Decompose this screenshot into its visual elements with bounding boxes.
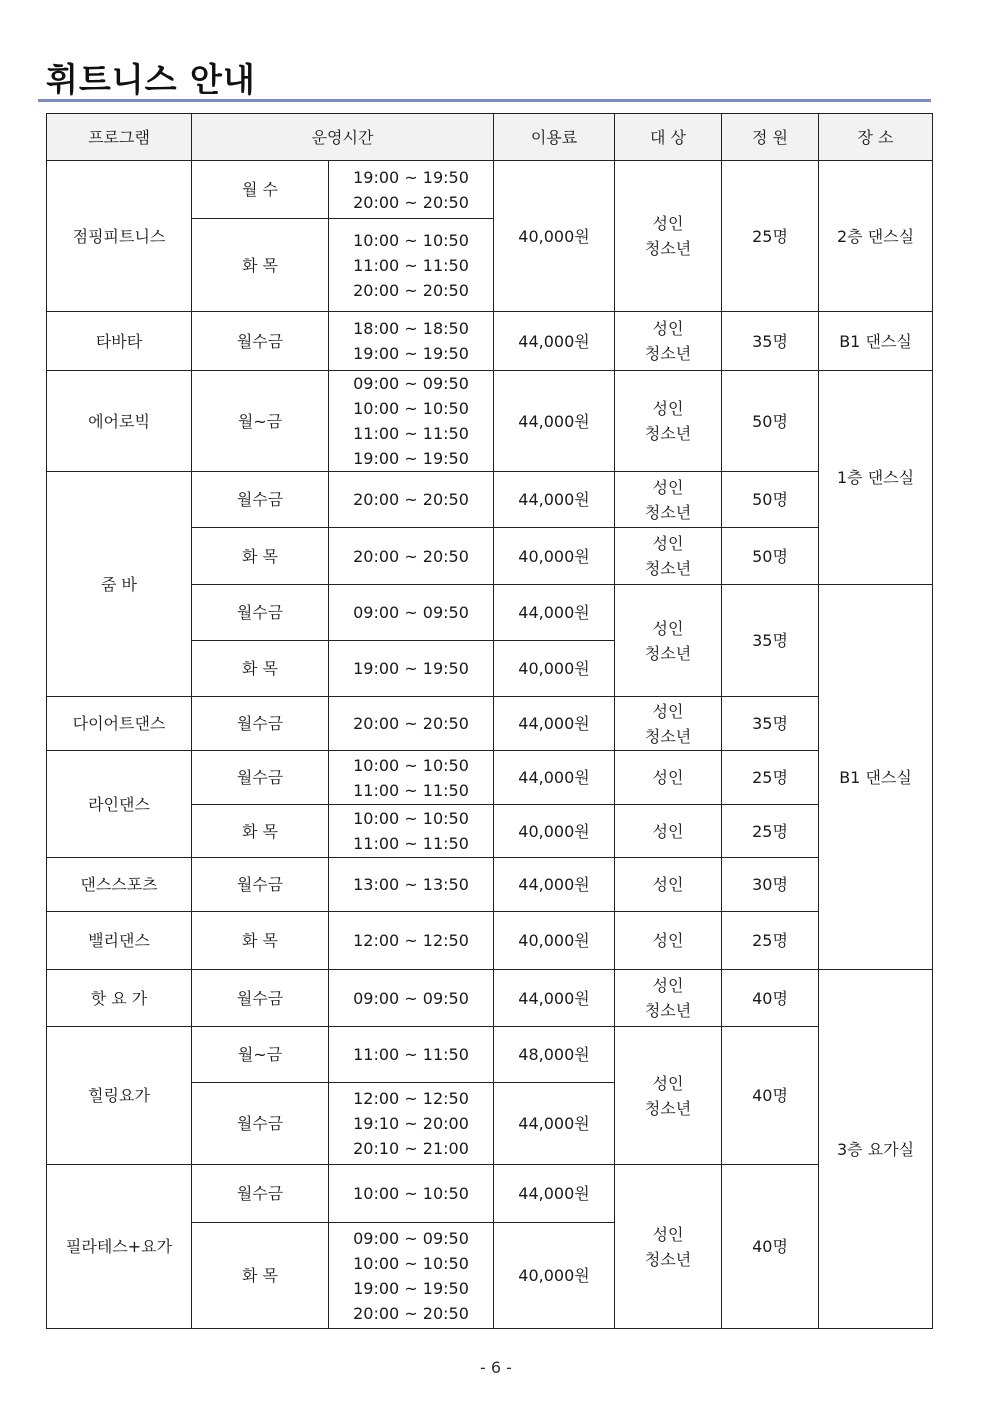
program-name: 다이어트댄스 bbox=[47, 697, 192, 751]
days-cell: 화 목 bbox=[192, 912, 329, 970]
page-number: - 6 - bbox=[480, 1358, 512, 1377]
table-row bbox=[47, 970, 933, 1027]
fee-cell: 44,000원 bbox=[494, 1083, 615, 1165]
fee-cell: 40,000원 bbox=[494, 912, 615, 970]
days-cell: 월수금 bbox=[192, 970, 329, 1027]
days-cell: 월수금 bbox=[192, 751, 329, 805]
capacity-cell: 40명 bbox=[722, 970, 819, 1027]
header-hours: 운영시간 bbox=[192, 114, 494, 161]
table-row bbox=[47, 312, 933, 371]
fee-cell: 44,000원 bbox=[494, 970, 615, 1027]
fee-cell: 48,000원 bbox=[494, 1027, 615, 1083]
header-row bbox=[47, 114, 933, 161]
capacity-cell: 35명 bbox=[722, 585, 819, 697]
table-row bbox=[47, 472, 933, 528]
location-cell: B1 댄스실 bbox=[819, 312, 933, 371]
fee-cell: 40,000원 bbox=[494, 641, 615, 697]
program-name: 밸리댄스 bbox=[47, 912, 192, 970]
days-cell: 월수금 bbox=[192, 1165, 329, 1223]
capacity-cell: 25명 bbox=[722, 805, 819, 858]
capacity-cell: 40명 bbox=[722, 1027, 819, 1165]
location-cell: B1 댄스실 bbox=[819, 585, 933, 970]
target-line: 성인 bbox=[652, 319, 684, 338]
time-cell bbox=[329, 1083, 494, 1165]
target-line: 성인 bbox=[652, 534, 684, 553]
capacity-cell: 35명 bbox=[722, 697, 819, 751]
fee-cell: 44,000원 bbox=[494, 472, 615, 528]
time-line: 10:00 ~ 10:50 bbox=[353, 399, 469, 418]
time-line: 20:10 ~ 21:00 bbox=[353, 1139, 469, 1158]
header-location: 장 소 bbox=[819, 114, 933, 161]
time-cell: 09:00 ~ 09:50 bbox=[329, 970, 494, 1027]
time-line: 18:00 ~ 18:50 bbox=[353, 319, 469, 338]
days-cell: 월~금 bbox=[192, 1027, 329, 1083]
days-cell: 월수금 bbox=[192, 312, 329, 371]
time-cell bbox=[329, 161, 494, 219]
program-name: 힐링요가 bbox=[47, 1027, 192, 1165]
days-cell: 월~금 bbox=[192, 371, 329, 472]
program-name: 줌 바 bbox=[47, 472, 192, 697]
target-cell bbox=[615, 312, 722, 371]
time-line: 19:00 ~ 19:50 bbox=[353, 344, 469, 363]
fee-cell: 40,000원 bbox=[494, 528, 615, 585]
capacity-cell: 50명 bbox=[722, 371, 819, 472]
time-line: 20:00 ~ 20:50 bbox=[353, 1303, 469, 1323]
target-line: 청소년 bbox=[644, 239, 692, 258]
time-cell: 13:00 ~ 13:50 bbox=[329, 858, 494, 912]
days-cell: 월수금 bbox=[192, 1083, 329, 1165]
fee-cell: 40,000원 bbox=[494, 805, 615, 858]
days-cell: 화 목 bbox=[192, 641, 329, 697]
target-cell: 성인 bbox=[615, 751, 722, 805]
days-cell: 월 수 bbox=[192, 161, 329, 219]
days-cell: 화 목 bbox=[192, 528, 329, 585]
target-line: 청소년 bbox=[644, 502, 692, 522]
table-row bbox=[47, 912, 933, 970]
target-cell bbox=[615, 697, 722, 751]
target-cell bbox=[615, 472, 722, 528]
program-name: 점핑피트니스 bbox=[47, 161, 192, 312]
table-row bbox=[47, 1165, 933, 1223]
capacity-cell: 30명 bbox=[722, 858, 819, 912]
program-name: 필라테스+요가 bbox=[47, 1165, 192, 1329]
location-cell: 1층 댄스실 bbox=[819, 371, 933, 585]
days-cell: 월수금 bbox=[192, 697, 329, 751]
target-cell bbox=[615, 585, 722, 697]
days-cell: 월수금 bbox=[192, 858, 329, 912]
target-line: 청소년 bbox=[644, 424, 692, 443]
time-cell: 12:00 ~ 12:50 bbox=[329, 912, 494, 970]
target-cell bbox=[615, 1027, 722, 1165]
fee-cell: 40,000원 bbox=[494, 1223, 615, 1329]
fitness-schedule-table bbox=[46, 113, 933, 1329]
time-line: 12:00 ~ 12:50 bbox=[353, 1089, 469, 1108]
time-line: 20:00 ~ 20:50 bbox=[353, 192, 469, 212]
header-fee: 이용료 bbox=[494, 114, 615, 161]
location-cell: 3층 요가실 bbox=[819, 970, 933, 1329]
time-line: 11:00 ~ 11:50 bbox=[353, 780, 469, 800]
time-line: 09:00 ~ 09:50 bbox=[353, 374, 469, 393]
fee-cell: 40,000원 bbox=[494, 161, 615, 312]
time-line: 19:10 ~ 20:00 bbox=[353, 1114, 469, 1133]
target-line: 청소년 bbox=[644, 1098, 692, 1118]
time-cell bbox=[329, 805, 494, 858]
program-name: 핫 요 가 bbox=[47, 970, 192, 1027]
table-row bbox=[47, 697, 933, 751]
time-cell bbox=[329, 751, 494, 805]
target-line: 성인 bbox=[652, 477, 684, 497]
target-line: 청소년 bbox=[644, 559, 692, 578]
time-line: 20:00 ~ 20:50 bbox=[353, 280, 469, 300]
table-row bbox=[47, 751, 933, 805]
header-capacity: 정 원 bbox=[722, 114, 819, 161]
program-name: 라인댄스 bbox=[47, 751, 192, 858]
target-line: 성인 bbox=[652, 399, 684, 418]
table-row bbox=[47, 371, 933, 472]
target-cell: 성인 bbox=[615, 805, 722, 858]
target-line: 청소년 bbox=[644, 1001, 692, 1020]
time-cell: 09:00 ~ 09:50 bbox=[329, 585, 494, 641]
time-cell: 20:00 ~ 20:50 bbox=[329, 472, 494, 528]
time-cell: 19:00 ~ 19:50 bbox=[329, 641, 494, 697]
header-program: 프로그램 bbox=[47, 114, 192, 161]
time-cell: 10:00 ~ 10:50 bbox=[329, 1165, 494, 1223]
target-line: 성인 bbox=[652, 976, 684, 995]
target-line: 성인 bbox=[652, 1073, 684, 1093]
program-name: 댄스스포츠 bbox=[47, 858, 192, 912]
target-cell bbox=[615, 528, 722, 585]
time-line: 19:00 ~ 19:50 bbox=[353, 1278, 469, 1298]
program-name: 에어로빅 bbox=[47, 371, 192, 472]
target-line: 청소년 bbox=[644, 1249, 692, 1269]
target-line: 성인 bbox=[652, 701, 684, 721]
target-line: 성인 bbox=[652, 214, 684, 233]
time-line: 11:00 ~ 11:50 bbox=[353, 255, 469, 275]
fee-cell: 44,000원 bbox=[494, 1165, 615, 1223]
fee-cell: 44,000원 bbox=[494, 858, 615, 912]
time-cell: 20:00 ~ 20:50 bbox=[329, 528, 494, 585]
time-line: 10:00 ~ 10:50 bbox=[353, 809, 469, 828]
target-cell bbox=[615, 970, 722, 1027]
time-line: 09:00 ~ 09:50 bbox=[353, 1228, 469, 1248]
capacity-cell: 50명 bbox=[722, 472, 819, 528]
days-cell: 화 목 bbox=[192, 1223, 329, 1329]
time-cell bbox=[329, 371, 494, 472]
target-cell bbox=[615, 371, 722, 472]
time-cell: 20:00 ~ 20:50 bbox=[329, 697, 494, 751]
days-cell: 월수금 bbox=[192, 585, 329, 641]
time-line: 11:00 ~ 11:50 bbox=[353, 424, 469, 443]
table-row bbox=[47, 161, 933, 219]
days-cell: 화 목 bbox=[192, 219, 329, 312]
time-line: 11:00 ~ 11:50 bbox=[353, 834, 469, 853]
capacity-cell: 25명 bbox=[722, 161, 819, 312]
target-line: 성인 bbox=[652, 1224, 684, 1244]
time-line: 19:00 ~ 19:50 bbox=[353, 449, 469, 468]
fee-cell: 44,000원 bbox=[494, 585, 615, 641]
title-underline bbox=[38, 99, 931, 102]
time-line: 10:00 ~ 10:50 bbox=[353, 755, 469, 775]
fee-cell: 44,000원 bbox=[494, 697, 615, 751]
table-row bbox=[47, 1027, 933, 1083]
time-cell bbox=[329, 1223, 494, 1329]
capacity-cell: 25명 bbox=[722, 751, 819, 805]
capacity-cell: 50명 bbox=[722, 528, 819, 585]
table-row bbox=[47, 858, 933, 912]
capacity-cell: 40명 bbox=[722, 1165, 819, 1329]
header-target: 대 상 bbox=[615, 114, 722, 161]
target-cell: 성인 bbox=[615, 912, 722, 970]
time-line: 10:00 ~ 10:50 bbox=[353, 1253, 469, 1273]
target-cell bbox=[615, 161, 722, 312]
target-line: 청소년 bbox=[644, 726, 692, 746]
target-cell bbox=[615, 1165, 722, 1329]
time-cell: 11:00 ~ 11:50 bbox=[329, 1027, 494, 1083]
target-line: 청소년 bbox=[644, 344, 692, 363]
fee-cell: 44,000원 bbox=[494, 312, 615, 371]
days-cell: 월수금 bbox=[192, 472, 329, 528]
capacity-cell: 25명 bbox=[722, 912, 819, 970]
program-name: 타바타 bbox=[47, 312, 192, 371]
target-line: 청소년 bbox=[644, 643, 692, 663]
time-cell bbox=[329, 312, 494, 371]
capacity-cell: 35명 bbox=[722, 312, 819, 371]
page-title: 휘트니스 안내 bbox=[46, 60, 256, 99]
time-line: 19:00 ~ 19:50 bbox=[353, 167, 469, 187]
fee-cell: 44,000원 bbox=[494, 751, 615, 805]
time-line: 10:00 ~ 10:50 bbox=[353, 230, 469, 250]
target-line: 성인 bbox=[652, 618, 684, 638]
time-cell bbox=[329, 219, 494, 312]
target-cell: 성인 bbox=[615, 858, 722, 912]
location-cell: 2층 댄스실 bbox=[819, 161, 933, 312]
days-cell: 화 목 bbox=[192, 805, 329, 858]
fee-cell: 44,000원 bbox=[494, 371, 615, 472]
